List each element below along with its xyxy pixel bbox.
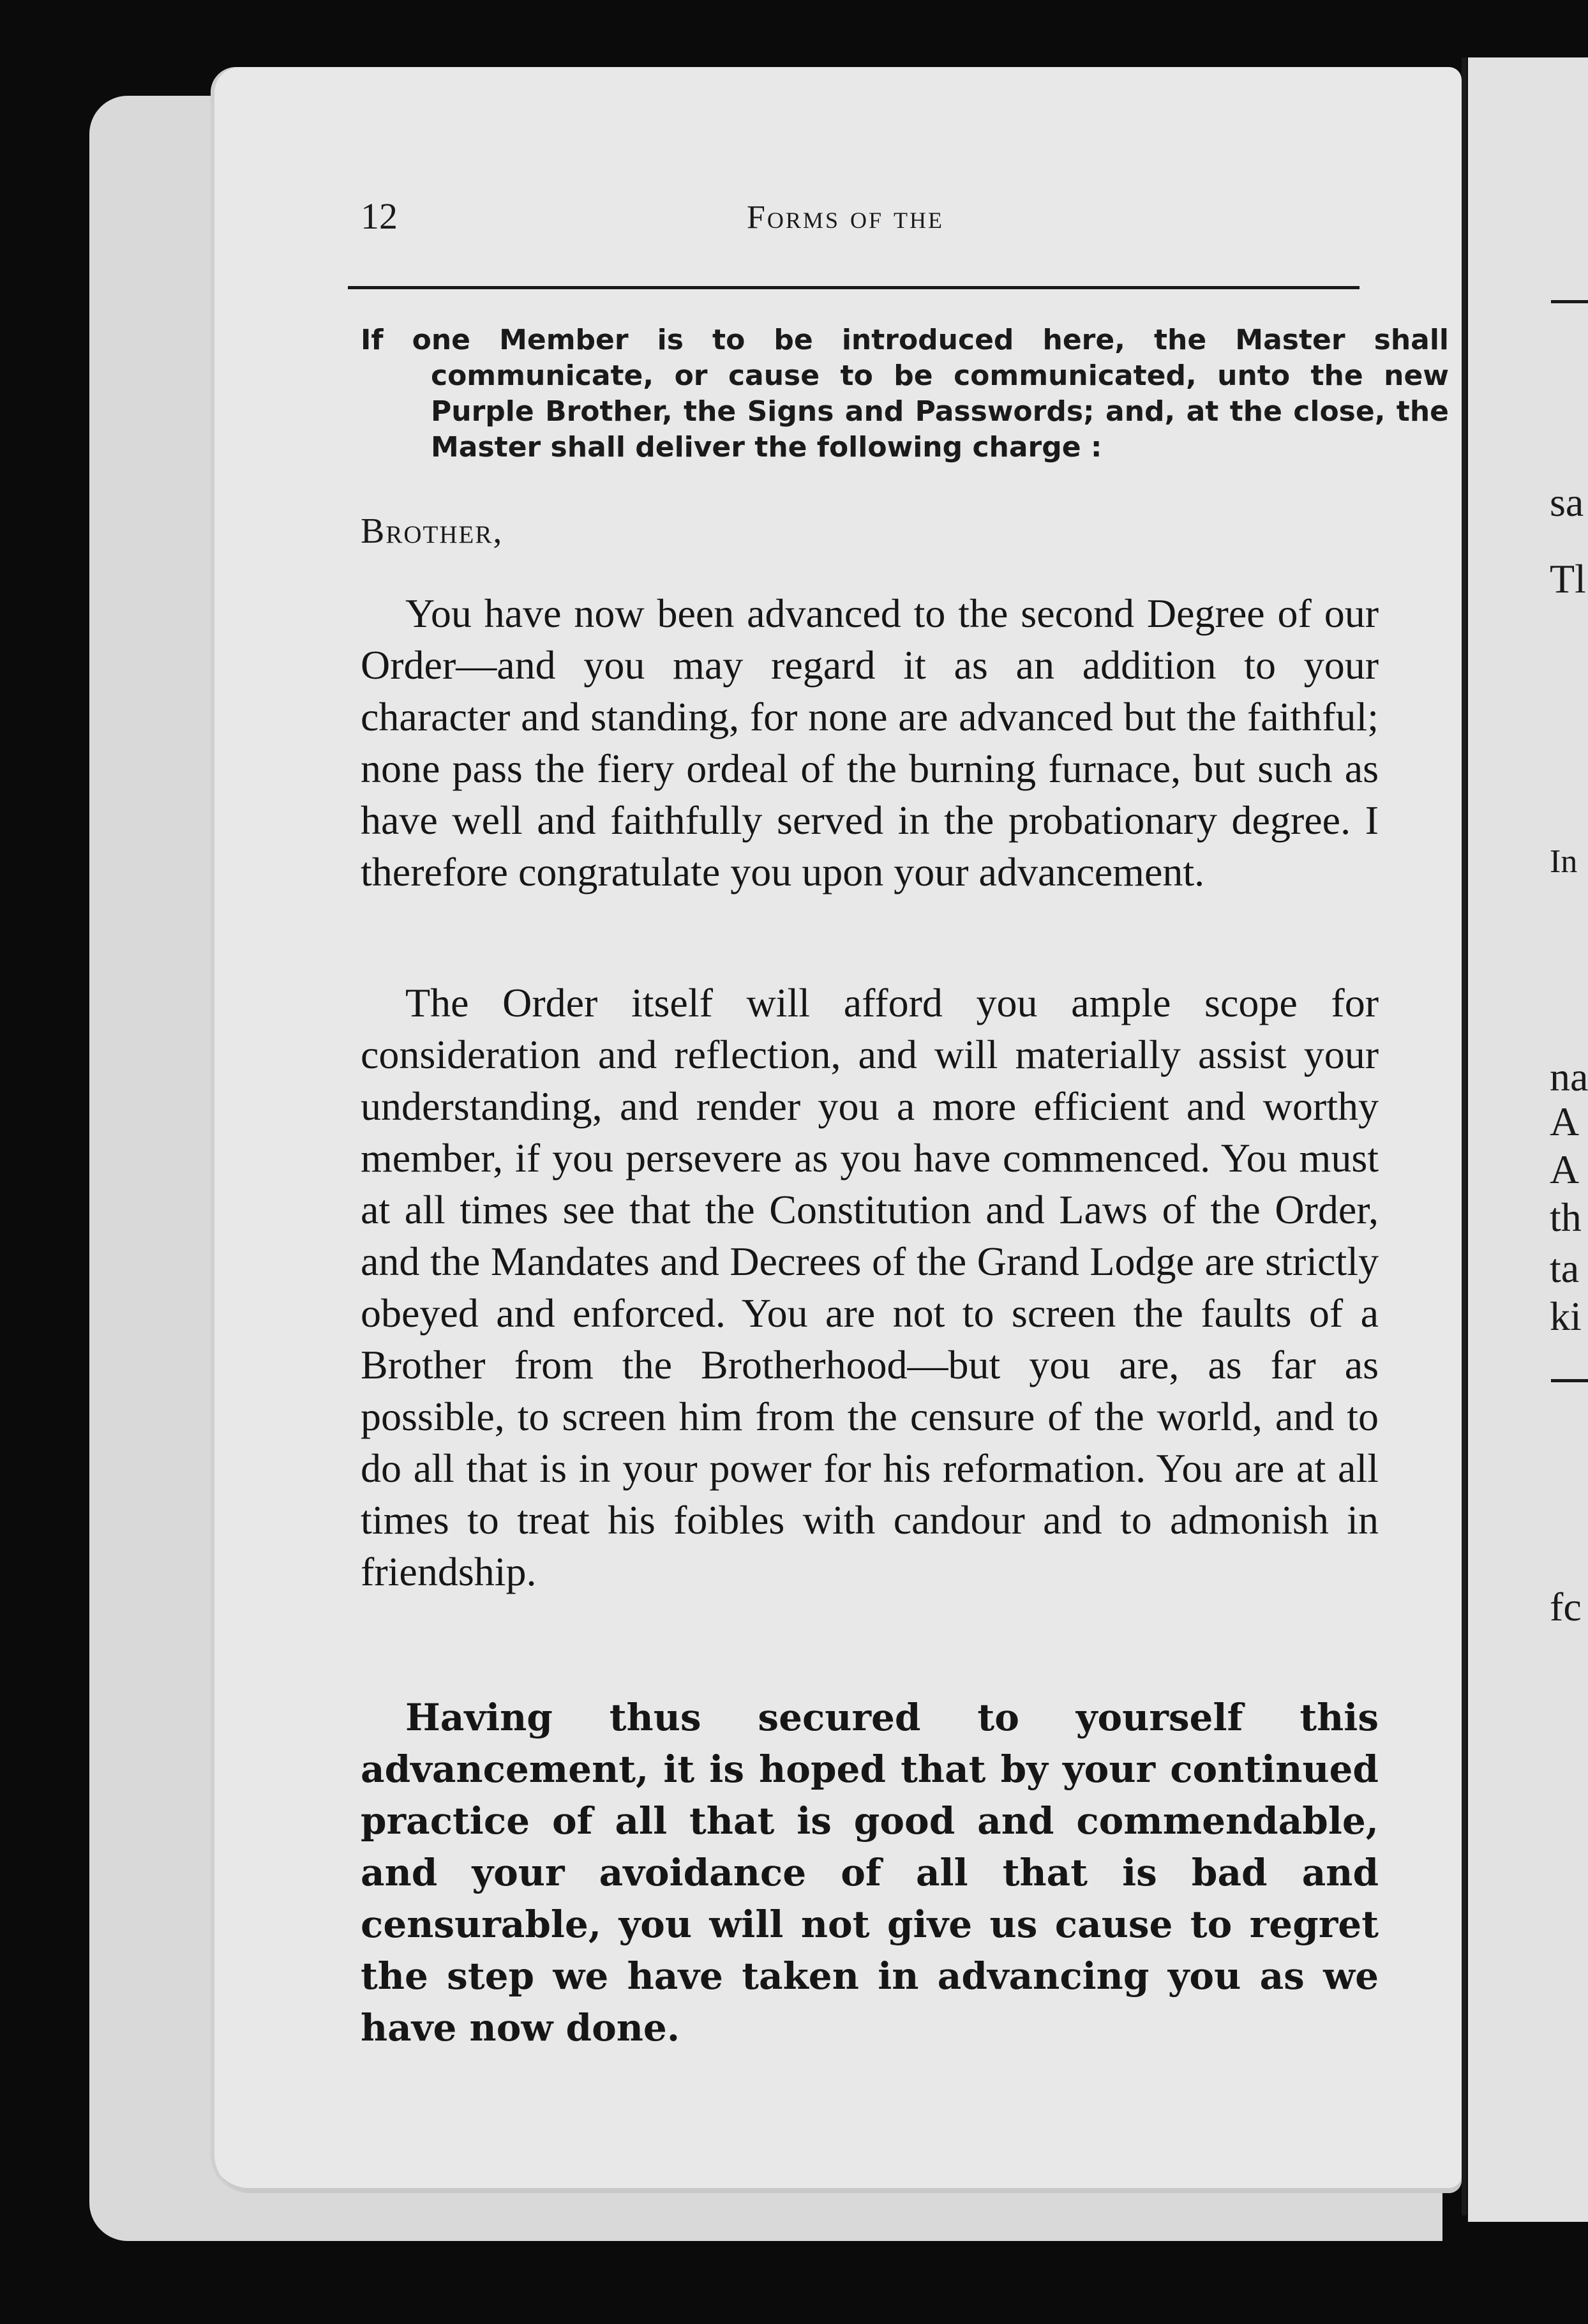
rubric-instruction: If one Member is to be introduced here, the Master shall communicate, or cause to be communicated, unto the new Purple Brother, the Signs and Passwords; and, at the close, the Master shall deliver the following charge : [361,324,1449,464]
running-head: Forms of the [747,199,944,236]
facing-page-fragment: th [1550,1195,1582,1240]
facing-page [1468,57,1588,2222]
page-number: 12 [361,195,398,237]
page-header [361,195,1382,246]
facing-page-rule [1551,1379,1588,1382]
book-gutter [1462,57,1467,2215]
facing-page-fragment: A [1550,1147,1580,1192]
facing-page-fragment: In [1550,843,1578,880]
scan-border [0,2260,1588,2324]
salutation: Brother, [361,511,504,551]
facing-page-fragment: ta [1550,1246,1580,1291]
facing-page-rule [1551,300,1588,303]
facing-page-fragment: ki [1550,1294,1582,1339]
charge-paragraph: Having thus secured to yourself this advancement, it is hoped that by your continued practice of all that is good and commendable, and your avoidance of all that is bad and censurable, you will not give us cause to regret the step we have taken in advancing you as we have now done. [361,1696,1379,2049]
charge-paragraph: You have now been advanced to the second Degree of our Order—and you may regard it as an addition to your character and standing, for none are advanced but the faithful; none pass the fiery ordeal of the burning furnace, but such as have well and faithfully served in the probationary degree. I therefore congratulate you upon your advancement. [361,591,1379,894]
header-rule [348,286,1360,289]
facing-page-fragment: Tl [1550,556,1586,601]
facing-page-fragment: na [1550,1054,1588,1099]
facing-page-fragment: fc [1550,1584,1582,1629]
charge-paragraph: The Order itself will afford you ample scope for consideration and reflection, and will materially assist your understanding, and render you a more efficient and worthy member, if you persevere as you have commenced. You must at all times see that the Constitution and Laws of the Order, and the Mandates and Decrees of the Grand Lodge are strictly obeyed and enforced. You are not to screen the faults of a Brother from the Brotherhood—but you are, as far as possible, to screen him from the censure of the world, and to do all that is in your power for his reformation. You are at all times to treat his foibles with candour and to admonish in friendship. [361,980,1379,1594]
facing-page-fragment: sa [1550,479,1584,525]
facing-page-fragment: A [1550,1099,1580,1144]
